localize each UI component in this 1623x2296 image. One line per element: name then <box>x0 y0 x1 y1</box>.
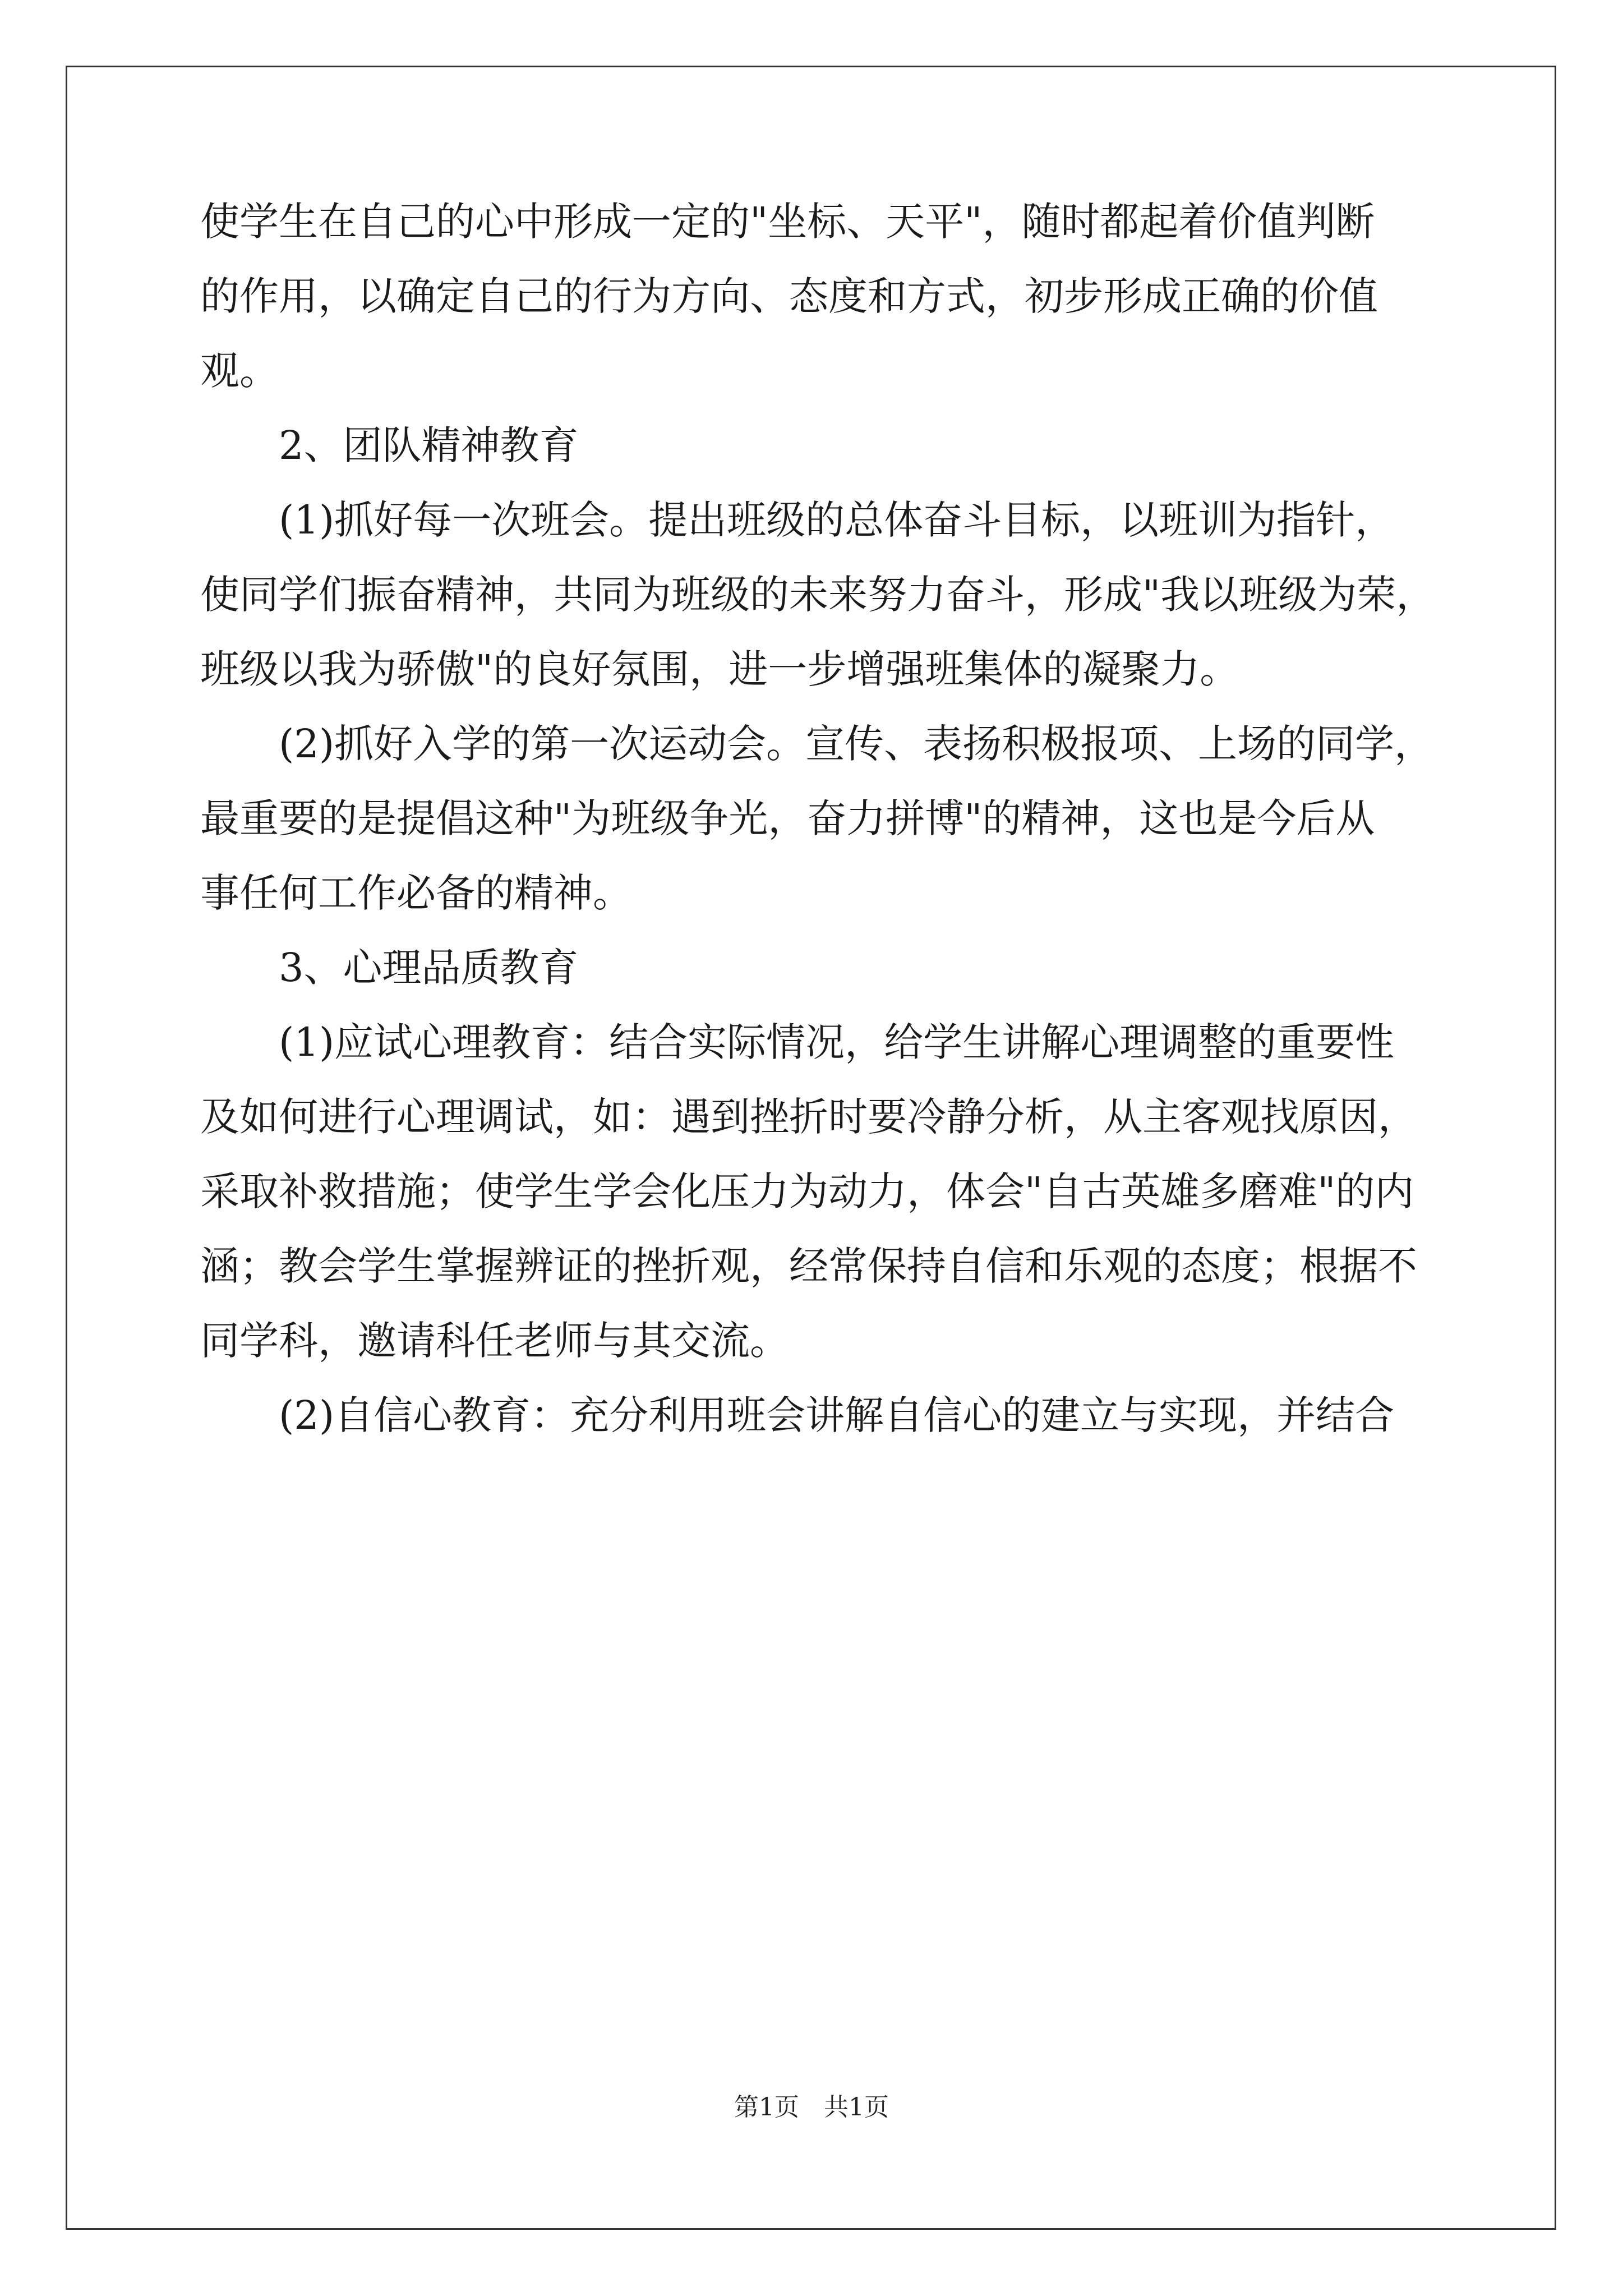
page-number-footer: 第1页 共1页 <box>734 2093 889 2122</box>
page-frame <box>66 66 1556 2230</box>
text-line: (1)应试心理教育：结合实际情况，给学生讲解心理调整的重要性 <box>279 1019 1395 1065</box>
text-line: 事任何工作必备的精神。 <box>200 870 632 916</box>
text-line: 班级以我为骄傲"的良好氛围，进一步增强班集体的凝聚力。 <box>200 646 1239 692</box>
text-line: (2)抓好入学的第一次运动会。宣传、表扬积极报项、上场的同学， <box>279 721 1434 767</box>
text-line: 最重要的是提倡这种"为班级争光，奋力拼博"的精神，这也是今后从 <box>200 795 1375 841</box>
text-line: 观。 <box>200 348 279 394</box>
text-line: 的作用，以确定自己的行为方向、态度和方式，初步形成正确的价值 <box>200 273 1378 319</box>
text-line: 使同学们振奋精神，共同为班级的未来努力奋斗，形成"我以班级为荣， <box>200 572 1436 618</box>
text-line: (2)自信心教育：充分利用班会讲解自信心的建立与实现，并结合 <box>279 1392 1395 1438</box>
section-heading: 2、团队精神教育 <box>279 422 579 468</box>
text-line: 同学科，邀请科任老师与其交流。 <box>200 1318 789 1364</box>
text-line: 采取补救措施；使学生学会化压力为动力，体会"自古英雄多磨难"的内 <box>200 1168 1414 1214</box>
text-line: (1)抓好每一次班会。提出班级的总体奋斗目标，以班训为指针， <box>279 497 1395 543</box>
section-heading: 3、心理品质教育 <box>279 945 579 991</box>
text-line: 涵；教会学生掌握辨证的挫折观，经常保持自信和乐观的态度；根据不 <box>200 1243 1417 1289</box>
text-line: 及如何进行心理调试，如：遇到挫折时要冷静分析，从主客观找原因， <box>200 1094 1417 1140</box>
text-line: 使学生在自己的心中形成一定的"坐标、天平"，随时都起着价值判断 <box>200 199 1375 245</box>
